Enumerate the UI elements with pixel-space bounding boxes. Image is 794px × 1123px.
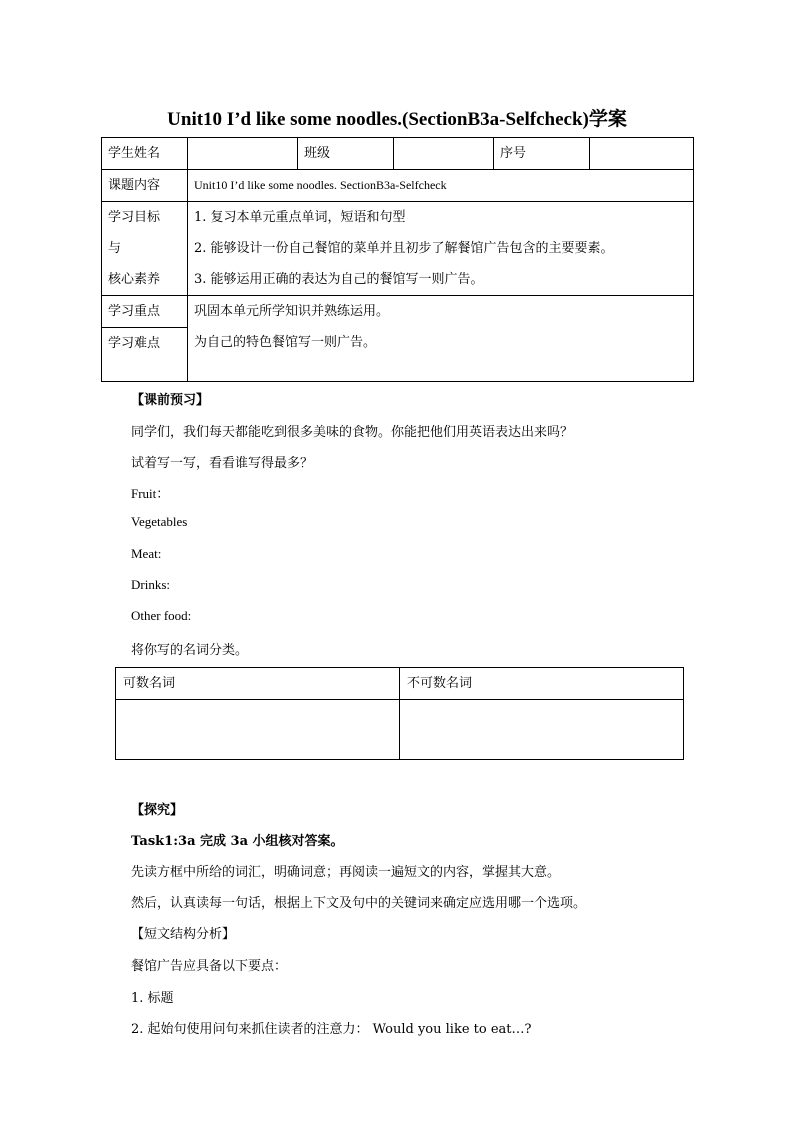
goal-item: 3. 能够运用正确的表达为自己的餐馆写一则广告。	[194, 272, 484, 287]
task1-heading: Task1:3a 完成 3a 小组核对答案。	[131, 834, 344, 849]
key-difficulty-values	[188, 296, 694, 382]
class-label: 班级	[298, 138, 394, 170]
explore-step-2: 然后，认真读每一句话，根据上下文及句中的关键词来确定应选用哪一个选项。	[131, 896, 587, 911]
topic-value: Unit10 I’d like some noodles. SectionB3a-Selfcheck	[188, 170, 694, 202]
info-table	[101, 137, 694, 382]
meat-label: Meat:	[131, 546, 162, 561]
drinks-label: Drinks:	[131, 577, 170, 592]
uncountable-header: 不可数名词	[400, 668, 684, 700]
points-intro: 餐馆广告应具备以下要点：	[131, 959, 288, 974]
key-label: 学习重点	[102, 296, 187, 328]
difficulty-label: 学习难点	[108, 336, 161, 351]
student-name-field[interactable]	[188, 138, 298, 170]
explore-step-1: 先读方框中所给的词汇，明确词意；再阅读一遍短文的内容，掌握其大意。	[131, 865, 561, 880]
other-food-label: Other food:	[131, 608, 192, 623]
fruit-label: Fruit：	[131, 486, 170, 501]
page-title: Unit10 I’d like some noodles.(SectionB3a-Selfcheck)学案	[167, 109, 627, 130]
vegetables-label: Vegetables	[131, 514, 188, 529]
noun-classification-table	[115, 667, 684, 760]
goal-item: 2. 能够设计一份自己餐馆的菜单并且初步了解餐馆广告包含的主要要素。	[194, 241, 614, 256]
structure-heading: 【短文结构分析】	[131, 927, 236, 942]
countable-answer-cell[interactable]	[116, 700, 400, 760]
goals-label	[102, 202, 188, 296]
point-1: 1. 标题	[131, 991, 174, 1006]
goals-label-line-2: 与	[108, 241, 122, 256]
preview-heading: 【课前预习】	[131, 393, 210, 408]
preview-intro-2: 试着写一写，看看谁写得最多？	[131, 456, 314, 471]
topic-label: 课题内容	[102, 170, 188, 202]
uncountable-answer-cell[interactable]	[400, 700, 684, 760]
key-difficulty-labels	[102, 296, 188, 382]
goal-item: 1. 复习本单元重点单词，短语和句型	[194, 210, 406, 225]
point-2: 2. 起始句使用问句来抓住读者的注意力： Would you like to eat…?	[131, 1022, 532, 1037]
preview-intro-1: 同学们，我们每天都能吃到很多美味的食物。你能把他们用英语表达出来吗？	[131, 425, 574, 440]
goals-label-line-1: 学习目标	[108, 210, 161, 225]
goals-list	[188, 202, 694, 296]
difficulty-value: 为自己的特色餐馆写一则广告。	[194, 335, 377, 350]
countable-header: 可数名词	[116, 668, 400, 700]
goals-label-line-3: 核心素养	[108, 272, 161, 287]
key-value: 巩固本单元所学知识并熟练运用。	[194, 304, 390, 319]
seat-label: 序号	[494, 138, 590, 170]
class-field[interactable]	[394, 138, 494, 170]
seat-field[interactable]	[590, 138, 694, 170]
student-name-label: 学生姓名	[102, 138, 188, 170]
explore-heading: 【探究】	[131, 803, 184, 818]
classify-instruction: 将你写的名词分类。	[131, 643, 249, 658]
